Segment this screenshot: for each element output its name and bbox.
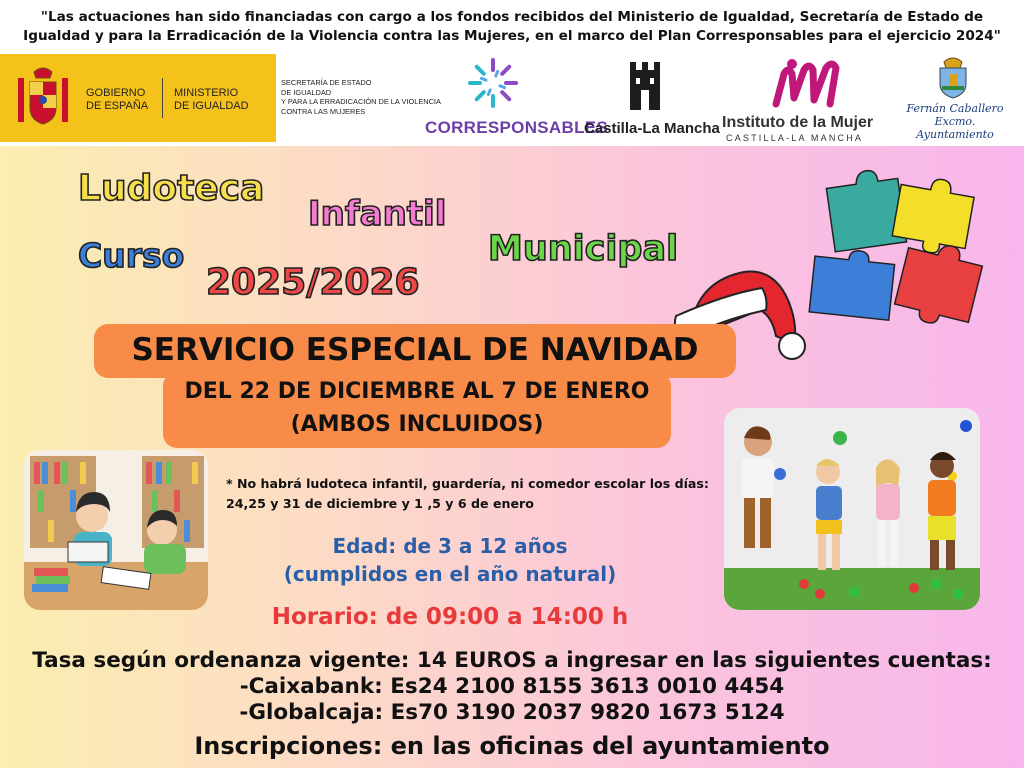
corresponsables-label: CORRESPONSABLES [425, 118, 609, 137]
corresponsables-star-icon [466, 56, 520, 110]
schedule-hours: Horario: de 09:00 a 14:00 h [271, 604, 629, 630]
spain-coat-of-arms-icon [12, 66, 74, 130]
age-line-1: Edad: de 3 a 12 años [332, 534, 568, 558]
title-infantil: Infantil [308, 194, 447, 234]
service-included: (AMBOS INCLUIDOS) [290, 412, 544, 437]
age-line-2: (cumplidos en el año natural) [283, 562, 617, 586]
poster-body [0, 146, 1024, 768]
castilla-la-mancha-castle-icon [628, 56, 662, 112]
disclaimer-line-2: Igualdad y para la Erradicación de la Violencia contra las Mujeres, en el marco del Plan Corresponsables para el ejercicio 2024" [23, 28, 1001, 44]
castilla-la-mancha-label: Castilla-La Mancha [584, 120, 720, 137]
secretaria-line-1: SECRETARÍA DE ESTADO [281, 78, 372, 87]
gobierno-line-1: GOBIERNO [86, 87, 146, 99]
gobierno-line-2: DE ESPAÑA [86, 100, 149, 112]
title-year: 2025/2026 [206, 262, 420, 303]
fernan-caballero-shield-icon [936, 54, 970, 100]
service-title: SERVICIO ESPECIAL DE NAVIDAD [131, 332, 699, 368]
ministerio-line-2: DE IGUALDAD [174, 100, 249, 112]
kids-playing-photo [724, 408, 980, 610]
secretaria-line-2: DE IGUALDAD [281, 87, 332, 97]
disclaimer-line-1: "Las actuaciones han sido financiadas con cargo a los fondos recibidos del Ministerio de Igualdad, Secretaría de Estado de [40, 9, 984, 25]
title-ludoteca: Ludoteca [78, 168, 265, 209]
ayuntamiento-line-1: Fernán Caballero [906, 102, 1004, 115]
ayuntamiento-line-2: Excmo. Ayuntamiento [916, 115, 994, 141]
bank-account-globalcaja: -Globalcaja: Es70 3190 2037 9820 1673 5124 [239, 700, 785, 725]
registration-info: Inscripciones: en las oficinas del ayuntamiento [194, 732, 830, 760]
instituto-mujer-sub: CASTILLA-LA MANCHA [726, 133, 864, 143]
playing-scene-image [724, 408, 980, 610]
closure-notice: * No habrá ludoteca infantil, guardería, ni comedor escolar los días: 24,25 y 31 de diciembre y 1 ,5 y 6 de enero [226, 476, 709, 511]
instituto-mujer-m-icon [770, 54, 866, 114]
secretaria-estado-text [281, 78, 441, 116]
sponsor-logos [0, 52, 1024, 144]
funding-disclaimer [0, 0, 1024, 46]
title-curso: Curso [78, 236, 185, 275]
service-dates: DEL 22 DE DICIEMBRE AL 7 DE ENERO [184, 379, 650, 404]
ayuntamiento-label [902, 102, 1008, 141]
gobierno-espana-logo [0, 54, 276, 142]
bank-account-caixabank: -Caixabank: Es24 2100 8155 3613 0010 4454 [239, 674, 785, 699]
logo-divider [162, 78, 163, 118]
fee-info: Tasa según ordenanza vigente: 14 EUROS a ingresar en las siguientes cuentas: [32, 648, 992, 673]
title-municipal: Municipal [488, 229, 679, 269]
ministerio-line-1: MINISTERIO [174, 87, 239, 99]
instituto-mujer-label: Instituto de la Mujer [722, 114, 874, 131]
age-info [180, 532, 720, 588]
puzzle-pieces-icon [800, 162, 986, 340]
secretaria-line-4: CONTRA LAS MUJERES [281, 106, 366, 116]
secretaria-line-3: Y PARA LA ERRADICACIÓN DE LA VIOLENCIA [281, 97, 441, 106]
